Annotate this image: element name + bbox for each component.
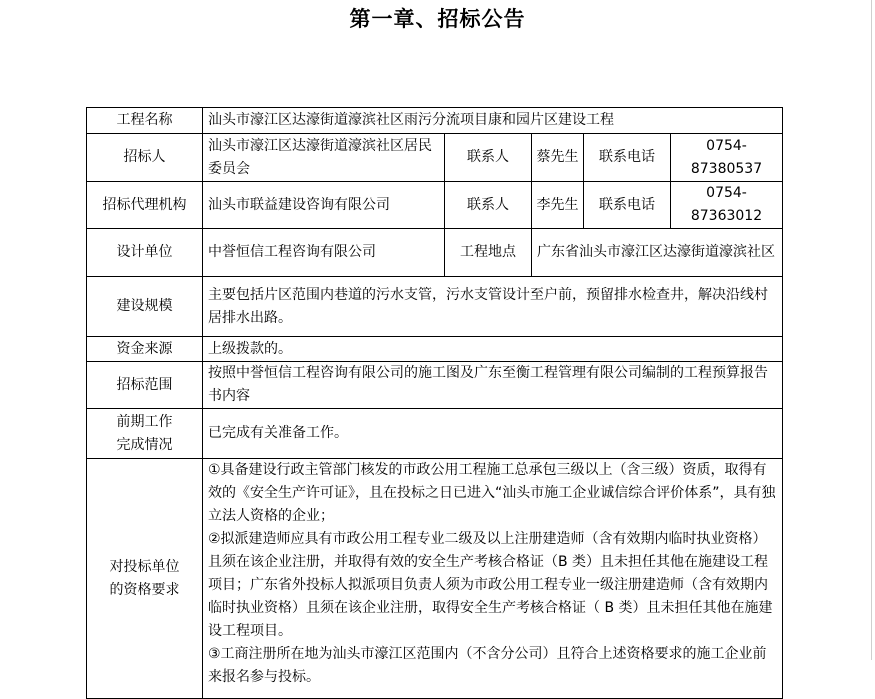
site-value: 广东省汕头市濠江区达濠街道濠滨社区	[532, 229, 783, 277]
project-name-value: 汕头市濠江区达濠街道濠滨社区雨污分流项目康和园片区建设工程	[203, 108, 783, 134]
agency-value: 汕头市联益建设咨询有限公司	[203, 182, 445, 229]
qualification-label	[87, 459, 203, 699]
qualification-label-line1: 对投标单位	[109, 558, 180, 575]
table-row	[87, 108, 783, 134]
funding-value: 上级拨款的。	[203, 337, 783, 362]
scale-label: 建设规模	[87, 277, 203, 337]
agency-phone-label: 联系电话	[584, 182, 671, 229]
qualification-item-1: ①具备建设行政主管部门核发的市政公用工程施工总承包三级以上（含三级）资质，取得有效的《安全生产许可证》，且在投标之日已进入“汕头市施工企业诚信综合评价体系”，具有独立法人资格的企业；	[208, 462, 776, 524]
table-row	[87, 229, 783, 277]
tenderer-phone: 0754-87380537	[671, 134, 783, 182]
table-row	[87, 277, 783, 337]
agency-contact-label: 联系人	[445, 182, 532, 229]
project-name-label: 工程名称	[87, 108, 203, 134]
funding-label: 资金来源	[87, 337, 203, 362]
qualification-value	[203, 459, 783, 699]
scope-value: 按照中誉恒信工程咨询有限公司的施工图及广东至衡工程管理有限公司编制的工程预算报告书内容	[203, 362, 783, 409]
agency-label: 招标代理机构	[87, 182, 203, 229]
tenderer-contact-label: 联系人	[445, 134, 532, 182]
tenderer-contact: 蔡先生	[532, 134, 584, 182]
agency-phone: 0754-87363012	[671, 182, 783, 229]
scope-label: 招标范围	[87, 362, 203, 409]
tenderer-value: 汕头市濠江区达濠街道濠滨社区居民委员会	[203, 134, 445, 182]
preparation-value: 已完成有关准备工作。	[203, 409, 783, 459]
preparation-label-line1: 前期工作	[116, 413, 173, 430]
agency-contact: 李先生	[532, 182, 584, 229]
preparation-label	[87, 409, 203, 459]
tenderer-phone-label: 联系电话	[584, 134, 671, 182]
qualification-label-line2: 的资格要求	[109, 581, 180, 598]
design-label: 设计单位	[87, 229, 203, 277]
page-title: 第一章、招标公告	[349, 6, 526, 31]
scale-value: 主要包括片区范围内巷道的污水支管，污水支管设计至户前，预留排水检查井，解决沿线村居排水出路。	[203, 277, 783, 337]
qualification-item-3: ③工商注册所在地为汕头市濠江区范围内（不含分公司）且符合上述资格要求的施工企业前来报名参与投标。	[208, 646, 767, 685]
qualification-item-2: ②拟派建造师应具有市政公用工程专业二级及以上注册建造师（含有效期内临时执业资格）且须在该企业注册，并取得有效的安全生产考核合格证（B 类）且未担任其他在施建设工程项目；广东省外投标人拟派项目负责人须为市政公用工程专业一级注册建造师（含有效期内临时执业资格）且须在该企业注册，取得安全生产考核合格证（ B 类）且未担任其他在施建设工程项目。	[208, 531, 773, 639]
table-row	[87, 337, 783, 362]
table-row	[87, 459, 783, 699]
table-row	[87, 362, 783, 409]
table-row	[87, 182, 783, 229]
design-value: 中誉恒信工程咨询有限公司	[203, 229, 445, 277]
tender-info-table	[86, 107, 783, 699]
site-label: 工程地点	[445, 229, 532, 277]
preparation-label-line2: 完成情况	[116, 436, 173, 453]
table-row	[87, 409, 783, 459]
table-row	[87, 134, 783, 182]
page-edge-rule	[871, 0, 872, 660]
tenderer-label: 招标人	[87, 134, 203, 182]
